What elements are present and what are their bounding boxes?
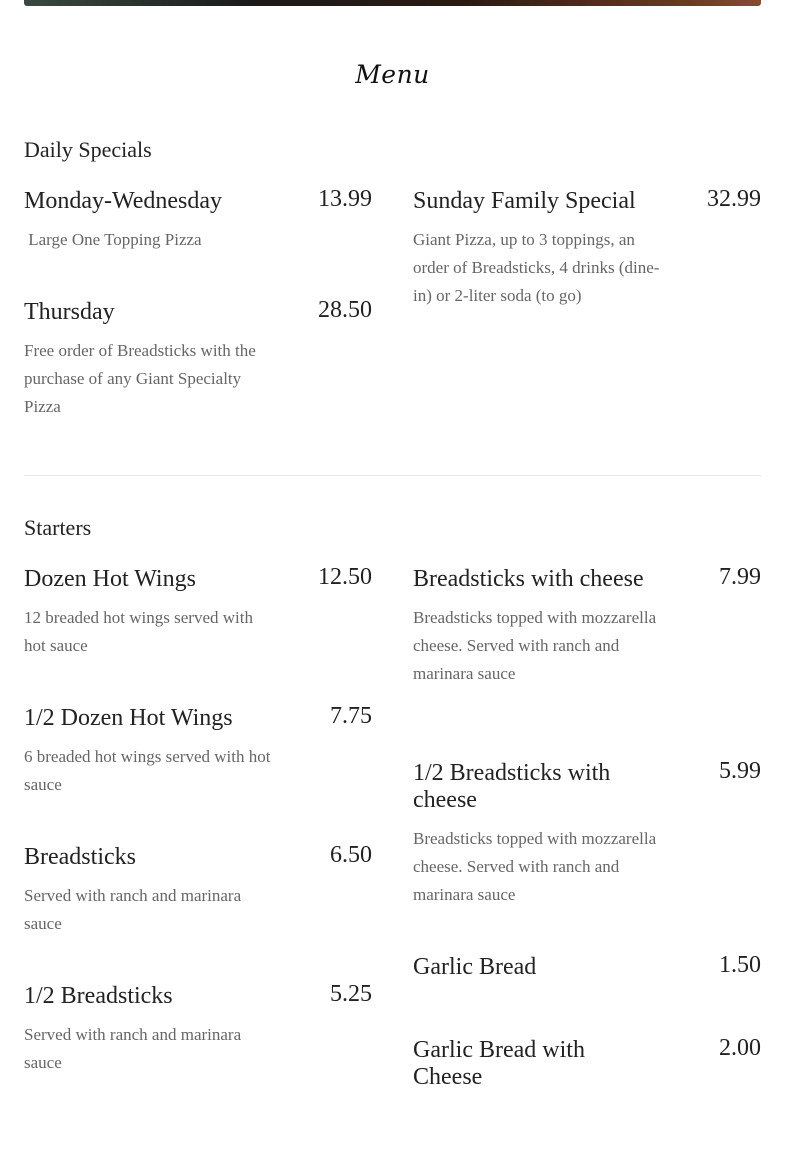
menu-item-name: Dozen Hot Wings <box>24 566 196 592</box>
menu-item <box>413 1037 761 1091</box>
menu-item-price: 1.50 <box>719 952 761 978</box>
menu-item-name: Garlic Bread with Cheese <box>413 1037 585 1090</box>
menu-item-price: 5.99 <box>719 758 761 784</box>
menu-item-description: 12 breaded hot wings served with hot sauce <box>24 608 253 655</box>
menu-item <box>24 299 372 421</box>
menu-item-description: Served with ranch and marinara sauce <box>24 1025 242 1072</box>
section-divider <box>24 475 761 476</box>
menu-item-price: 7.99 <box>719 564 761 590</box>
menu-item-price: 5.25 <box>330 981 372 1007</box>
menu-item-name: Sunday Family Special <box>413 188 636 214</box>
menu-item-name: Thursday <box>24 299 115 325</box>
menu-item-name: 1/2 Breadsticks with cheese <box>413 760 611 813</box>
menu-item-name: 1/2 Breadsticks <box>24 983 173 1009</box>
menu-item-description: Giant Pizza, up to 3 toppings, an order of Breadsticks, 4 drinks (dine-in) or 2-liter soda (to go) <box>413 230 660 305</box>
menu-item-name: Breadsticks with cheese <box>413 566 644 592</box>
menu-item-name: Garlic Bread <box>413 954 537 980</box>
hero-image-strip <box>24 0 761 6</box>
menu-title: Menu <box>355 60 430 89</box>
menu-item <box>413 760 761 909</box>
menu-item-description: Large One Topping Pizza <box>24 230 202 249</box>
menu-item-price: 12.50 <box>318 564 372 590</box>
menu-item <box>413 188 761 310</box>
menu-item <box>24 188 372 254</box>
menu-item-price: 6.50 <box>330 842 372 868</box>
menu-item-price: 2.00 <box>719 1035 761 1061</box>
menu-item-description: 6 breaded hot wings served with hot sauce <box>24 747 271 794</box>
menu-item-price: 28.50 <box>318 297 372 323</box>
section-title-starters: Starters <box>24 515 92 540</box>
menu-item-price: 32.99 <box>707 186 761 212</box>
menu-item <box>413 954 761 981</box>
menu-item <box>24 844 372 938</box>
menu-item-name: Breadsticks <box>24 844 136 870</box>
menu-item <box>24 705 372 799</box>
menu-item <box>24 983 372 1077</box>
menu-item-description: Breadsticks topped with mozzarella cheese. Served with ranch and marinara sauce <box>413 608 657 683</box>
menu-item-description: Served with ranch and marinara sauce <box>24 886 242 933</box>
menu-item-price: 13.99 <box>318 186 372 212</box>
menu-item <box>24 566 372 660</box>
menu-item <box>413 566 761 688</box>
menu-item-description: Free order of Breadsticks with the purchase of any Giant Specialty Pizza <box>24 341 256 416</box>
menu-item-description: Breadsticks topped with mozzarella cheese. Served with ranch and marinara sauce <box>413 829 657 904</box>
menu-item-name: Monday-Wednesday <box>24 188 223 214</box>
menu-item-name: 1/2 Dozen Hot Wings <box>24 705 233 731</box>
section-title-daily-specials: Daily Specials <box>24 137 152 162</box>
menu-item-price: 7.75 <box>330 703 372 729</box>
